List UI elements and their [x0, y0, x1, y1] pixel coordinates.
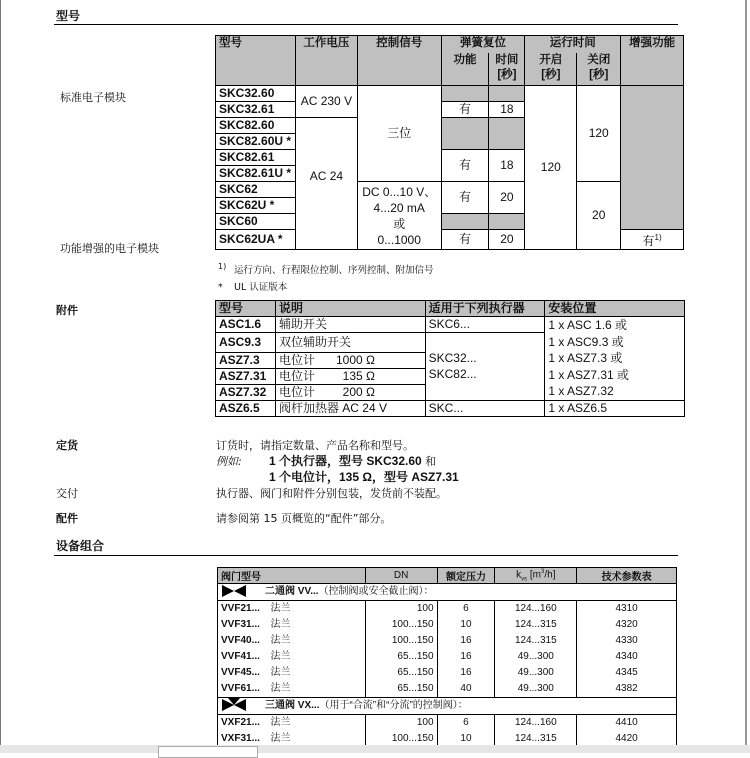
header-close: 关闭 [587, 54, 611, 67]
model-cell: SKC82.61U * [216, 166, 296, 182]
acc-header: 说明 [275, 301, 425, 317]
section-title-spare-parts: 配件 [56, 512, 78, 525]
header-voltage: 工作电压 [295, 36, 357, 86]
valve-header-datasheet: 技术参数表 [577, 568, 677, 584]
delivery-text: 执行器、阀门和附件分别包装，发货前不装配。 [216, 487, 447, 500]
ordering-example-label: 例如: [216, 455, 242, 468]
acc-actuator: SKC... [425, 400, 545, 416]
valve-pressure: 10 [437, 617, 495, 633]
control-dc-line: 或 [393, 216, 406, 231]
valve-kvs: 124...315 [495, 731, 577, 747]
acc-model: ASC9.3 [216, 333, 276, 353]
valve-kvs: 124...160 [495, 715, 577, 732]
valve-header-kvs [495, 568, 577, 584]
valve-datasheet: 4382 [577, 681, 677, 698]
section-title-delivery: 交付 [56, 487, 78, 500]
spring-function: 有 [441, 182, 489, 214]
valve-datasheet: 4310 [577, 601, 677, 618]
section-title-model: 型号 [56, 9, 81, 23]
model-cell: SKC62 [216, 182, 296, 198]
valve-row [218, 681, 677, 698]
acc-actuator-line: SKC82... [428, 367, 477, 382]
enhanced-value [621, 230, 684, 250]
spring-function: 有 [441, 230, 489, 250]
footnote-2 [218, 279, 287, 293]
valve-connection: 法兰 [267, 633, 365, 649]
valve-connection: 法兰 [267, 731, 365, 747]
valve-datasheet: 4410 [577, 715, 677, 732]
run-close-120: 120 [577, 86, 621, 182]
spring-function-empty [441, 118, 489, 150]
acc-desc: 电位计 [278, 352, 315, 367]
acc-desc: 双位辅助开关 [275, 333, 425, 353]
valve-kvs: 49...300 [495, 649, 577, 665]
control-dc-line: 4...20 mA [373, 200, 425, 215]
valve-connection: 法兰 [267, 681, 365, 698]
valve-dn: 65...150 [365, 649, 437, 665]
header-function: 功能 [453, 54, 477, 67]
ordering-example-1 [269, 452, 436, 469]
mounting-line: 1 x ASZ7.31 或 [548, 367, 630, 382]
valve-dn: 100...150 [365, 617, 437, 633]
spring-time-empty [489, 214, 525, 230]
acc-desc-cell [275, 352, 425, 368]
valve-dn: 100 [365, 715, 437, 732]
valve-kvs: 49...300 [495, 681, 577, 698]
valve-group-two-way [218, 584, 677, 601]
model-cell: SKC62U * [216, 198, 296, 214]
acc-model: ASZ7.32 [216, 384, 276, 400]
acc-actuator: SKC6... [425, 317, 545, 333]
valve-datasheet: 4420 [577, 731, 677, 747]
header-run-time: 运行时间 [525, 36, 621, 54]
ordering-text: 订货时，请指定数量、产品名称和型号。 [216, 439, 414, 452]
valve-row [218, 715, 677, 732]
mounting-line: 1 x ASC9.3 或 [548, 334, 624, 349]
window-right-border [745, 0, 747, 753]
valve-pressure: 16 [437, 665, 495, 681]
acc-value: 200 Ω [342, 384, 375, 399]
valve-row [218, 633, 677, 649]
header-time: 时间 [495, 54, 519, 67]
spring-time: 20 [489, 230, 525, 250]
acc-mounting [545, 317, 685, 401]
enhanced-empty [621, 86, 684, 230]
valve-pressure: 40 [437, 681, 495, 698]
acc-desc: 阀杆加热器 AC 24 V [275, 400, 425, 416]
header-time-unit: [秒] [497, 69, 517, 82]
valve-header-pressure: 额定压力 [437, 568, 495, 584]
acc-desc: 辅助开关 [275, 317, 425, 333]
voltage-ac230: AC 230 V [295, 86, 357, 118]
model-cell: SKC32.60 [216, 86, 296, 102]
valve-row [218, 649, 677, 665]
spring-function-empty [441, 214, 489, 230]
valve-model: VVF61... [218, 681, 268, 698]
valve-kvs: 124...315 [495, 633, 577, 649]
header-open-unit: [秒] [541, 69, 561, 82]
spring-time-empty [489, 118, 525, 150]
valve-kvs: 124...160 [495, 601, 577, 618]
horizontal-scrollbar[interactable] [0, 745, 750, 753]
acc-value: 1000 Ω [335, 352, 375, 367]
two-way-valve-icon [221, 584, 247, 598]
valve-datasheet: 4320 [577, 617, 677, 633]
section-rule [54, 24, 678, 25]
valve-row [218, 665, 677, 681]
valve-model: VVF21... [218, 601, 268, 618]
valve-pressure: 16 [437, 649, 495, 665]
spare-parts-text: 请参阅第 15 页概览的“配件”部分。 [216, 512, 392, 525]
footnote-1 [218, 262, 434, 276]
ordering-example-line2: 1 个电位计，135 Ω，型号 ASZ7.31 [269, 470, 459, 484]
valve-dn: 100 [365, 601, 437, 618]
header-spring-return: 弹簧复位 [441, 36, 525, 54]
scrollbar-thumb[interactable] [158, 746, 258, 758]
valve-row [218, 617, 677, 633]
acc-value: 135 Ω [342, 368, 375, 383]
header-open: 开启 [539, 54, 563, 67]
acc-model: ASC1.6 [216, 317, 276, 333]
valve-header-model: 阀门型号 [218, 568, 366, 584]
valve-kvs: 49...300 [495, 665, 577, 681]
group-title: 三通阀 VX... [265, 700, 320, 711]
valve-model: VXF31... [218, 731, 268, 747]
model-cell: SKC82.61 [216, 150, 296, 166]
valve-dn: 65...150 [365, 665, 437, 681]
model-cell: SKC62UA * [216, 230, 296, 250]
side-label-enhanced: 功能增强的电子模块 [60, 242, 159, 255]
acc-model: ASZ6.5 [216, 400, 276, 416]
kvs-unit: [m [527, 569, 542, 581]
valve-datasheet: 4330 [577, 633, 677, 649]
acc-desc: 电位计 [278, 384, 315, 399]
acc-header: 型号 [216, 301, 276, 317]
footnote-text: UL 认证版本 [234, 282, 288, 293]
section-title-accessories: 附件 [56, 304, 78, 317]
valve-model: VVF45... [218, 665, 268, 681]
enhanced-yes: 有 [642, 234, 655, 248]
voltage-ac24: AC 24 [295, 118, 357, 250]
valve-dn: 65...150 [365, 681, 437, 698]
footnote-mark: 1) [218, 262, 227, 271]
model-cell: SKC32.61 [216, 102, 296, 118]
valve-group-three-way [218, 698, 677, 715]
control-three-position: 三位 [357, 86, 441, 182]
valve-model: VVF40... [218, 633, 268, 649]
section-title-ordering: 定货 [56, 439, 78, 452]
ordering-example-and: 和 [425, 456, 437, 468]
model-table [215, 35, 684, 250]
acc-model: ASZ7.31 [216, 368, 276, 384]
window-left-border [0, 0, 1, 753]
acc-model: ASZ7.3 [216, 352, 276, 368]
model-cell: SKC82.60U * [216, 134, 296, 150]
spring-function: 有 [441, 102, 489, 118]
valve-model: VXF21... [218, 715, 268, 732]
control-dc-line: DC 0...10 V、 [362, 184, 437, 199]
header-enhanced: 增强功能 [621, 36, 684, 86]
group-note: （控制阀或安全截止阀）： [318, 586, 434, 597]
valve-datasheet: 4345 [577, 665, 677, 681]
valve-connection: 法兰 [267, 665, 365, 681]
control-dc-signal [357, 182, 441, 250]
acc-actuator-line: SKC32... [428, 351, 477, 366]
footnote-mark: * [218, 282, 223, 293]
valve-model: VVF31... [218, 617, 268, 633]
acc-header: 安装位置 [545, 301, 685, 317]
header-model: 型号 [216, 36, 296, 86]
run-close-20: 20 [577, 182, 621, 250]
valve-connection: 法兰 [267, 649, 365, 665]
model-cell: SKC60 [216, 214, 296, 230]
group-note: （用于“合流”和“分流”的控制阀）： [319, 700, 468, 711]
header-close-unit: [秒] [589, 69, 609, 82]
mounting-line: 1 x ASZ7.3 或 [548, 351, 623, 365]
mounting-line: 1 x ASZ7.32 [548, 384, 614, 398]
acc-desc-cell [275, 368, 425, 384]
run-open: 120 [525, 86, 577, 250]
mounting-line: 1 x ASC 1.6 或 [548, 318, 628, 332]
valve-connection: 法兰 [267, 715, 365, 732]
footnote-ref: 1) [654, 233, 662, 242]
acc-desc-cell [275, 384, 425, 400]
control-dc-line: 0...1000 [377, 232, 421, 247]
acc-desc: 电位计 [278, 368, 315, 383]
valve-connection: 法兰 [267, 617, 365, 633]
footnote-text: 运行方向、行程限位控制、序列控制、附加信号 [234, 265, 434, 276]
spring-time: 18 [489, 150, 525, 182]
valve-connection: 法兰 [267, 601, 365, 618]
valve-pressure: 10 [437, 731, 495, 747]
side-label-standard: 标准电子模块 [60, 91, 126, 104]
acc-header: 适用于下列执行器 [425, 301, 545, 317]
valve-dn: 100...150 [365, 731, 437, 747]
spring-time: 20 [489, 182, 525, 214]
valve-pressure: 6 [437, 715, 495, 732]
kvs-unit-end: /h] [544, 569, 556, 581]
kvs-k: k [516, 569, 522, 581]
model-cell: SKC82.60 [216, 118, 296, 134]
spring-function: 有 [441, 150, 489, 182]
valve-dn: 100...150 [365, 633, 437, 649]
spring-time: 18 [489, 102, 525, 118]
valve-table [217, 567, 677, 747]
header-control: 控制信号 [357, 36, 441, 86]
section-title-equipment: 设备组合 [56, 539, 105, 553]
spring-time-empty [489, 86, 525, 102]
group-title: 二通阀 VV... [265, 586, 319, 597]
spring-function-empty [441, 86, 489, 102]
acc-mounting: 1 x ASZ6.5 [545, 400, 685, 416]
valve-kvs: 124...315 [495, 617, 577, 633]
valve-row [218, 601, 677, 618]
ordering-example-line1: 1 个执行器，型号 SKC32.60 [269, 454, 422, 468]
valve-pressure: 6 [437, 601, 495, 618]
valve-header-dn: DN [365, 568, 437, 584]
acc-actuator [425, 333, 545, 401]
section-rule [54, 555, 678, 556]
kvs-sub: vs [521, 576, 528, 583]
accessory-table [215, 300, 685, 417]
three-way-valve-icon [221, 698, 247, 712]
valve-pressure: 16 [437, 633, 495, 649]
valve-datasheet: 4340 [577, 649, 677, 665]
valve-model: VVF41... [218, 649, 268, 665]
kvs-sup: 3 [541, 568, 545, 575]
